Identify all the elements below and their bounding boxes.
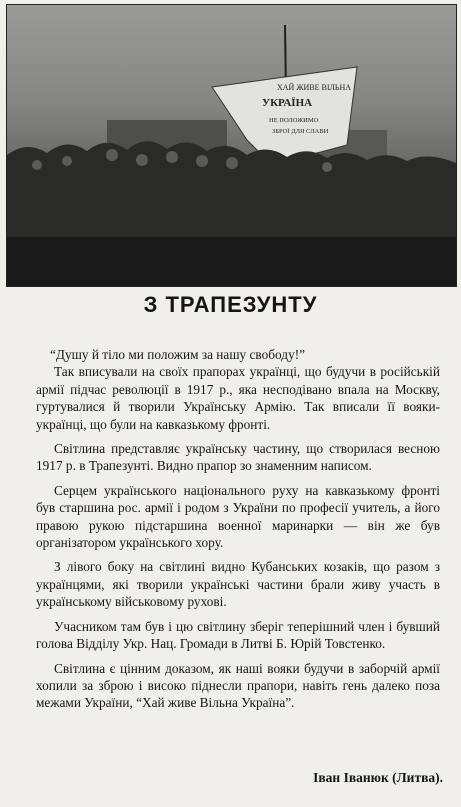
paragraph-3: Серцем українського національного руху на кавказькому фронті був старшина рос. армії і родом з України по професії учитель, а його правою рукою підстаршина военної маринарки — він же був організатором українського хору. (36, 482, 440, 551)
article-signature: Іван Іванюк (Литва). (313, 770, 443, 785)
banner-line-4: ЗБРОЇ ДЛЯ СЛАВИ (272, 128, 329, 135)
banner-line-1: ХАЙ ЖИВЕ ВІЛЬНА (277, 83, 352, 92)
article-motto: “Душу й тіло ми положим за нашу свободу!” (50, 347, 306, 362)
article-title: З ТРАПЕЗУНТУ (143, 292, 318, 317)
article-body (36, 346, 440, 719)
paragraph-6: Світлина є цінним доказом, як наші вояки будучи в заборчій армії хопили за зброю і високо піднесли прапори, навіть гень далеко поза межами України, “Хай живе Вільна Україна”. (36, 660, 440, 711)
paragraph-2: Світлина представляє українську частину, що створилася весною 1917 р. в Трапезунті. Видно прапор зо знаменним написом. (36, 441, 440, 474)
ground (7, 237, 456, 286)
paragraph-4: З лівого боку на світлині видно Кубанських козаків, що разом з українцями, які творили українські частини брали живу участь в українському військовому рухові. (36, 559, 440, 610)
photo-scene (7, 5, 456, 286)
banner-line-3: НЕ ПОЛОЖИМО (269, 117, 319, 124)
paragraph-5: Учасником там був і цю світлину зберіг теперішний член і бувший голова Відділу Укр. Нац. Громади в Литві Б. Юрій Товстенко. (36, 618, 440, 652)
paragraph-1: Так вписували на своїх прапорах українці, що будучи в російській армії підчас революції в 1917 р., яка несподівано впала на Москву, гуртувалися й творили Українську Армію. Так вписали її вояки-українці, що були на кавказькому фронті. (36, 364, 440, 432)
historical-photo (6, 4, 457, 287)
banner-line-2: УКРАЇНА (262, 97, 313, 109)
